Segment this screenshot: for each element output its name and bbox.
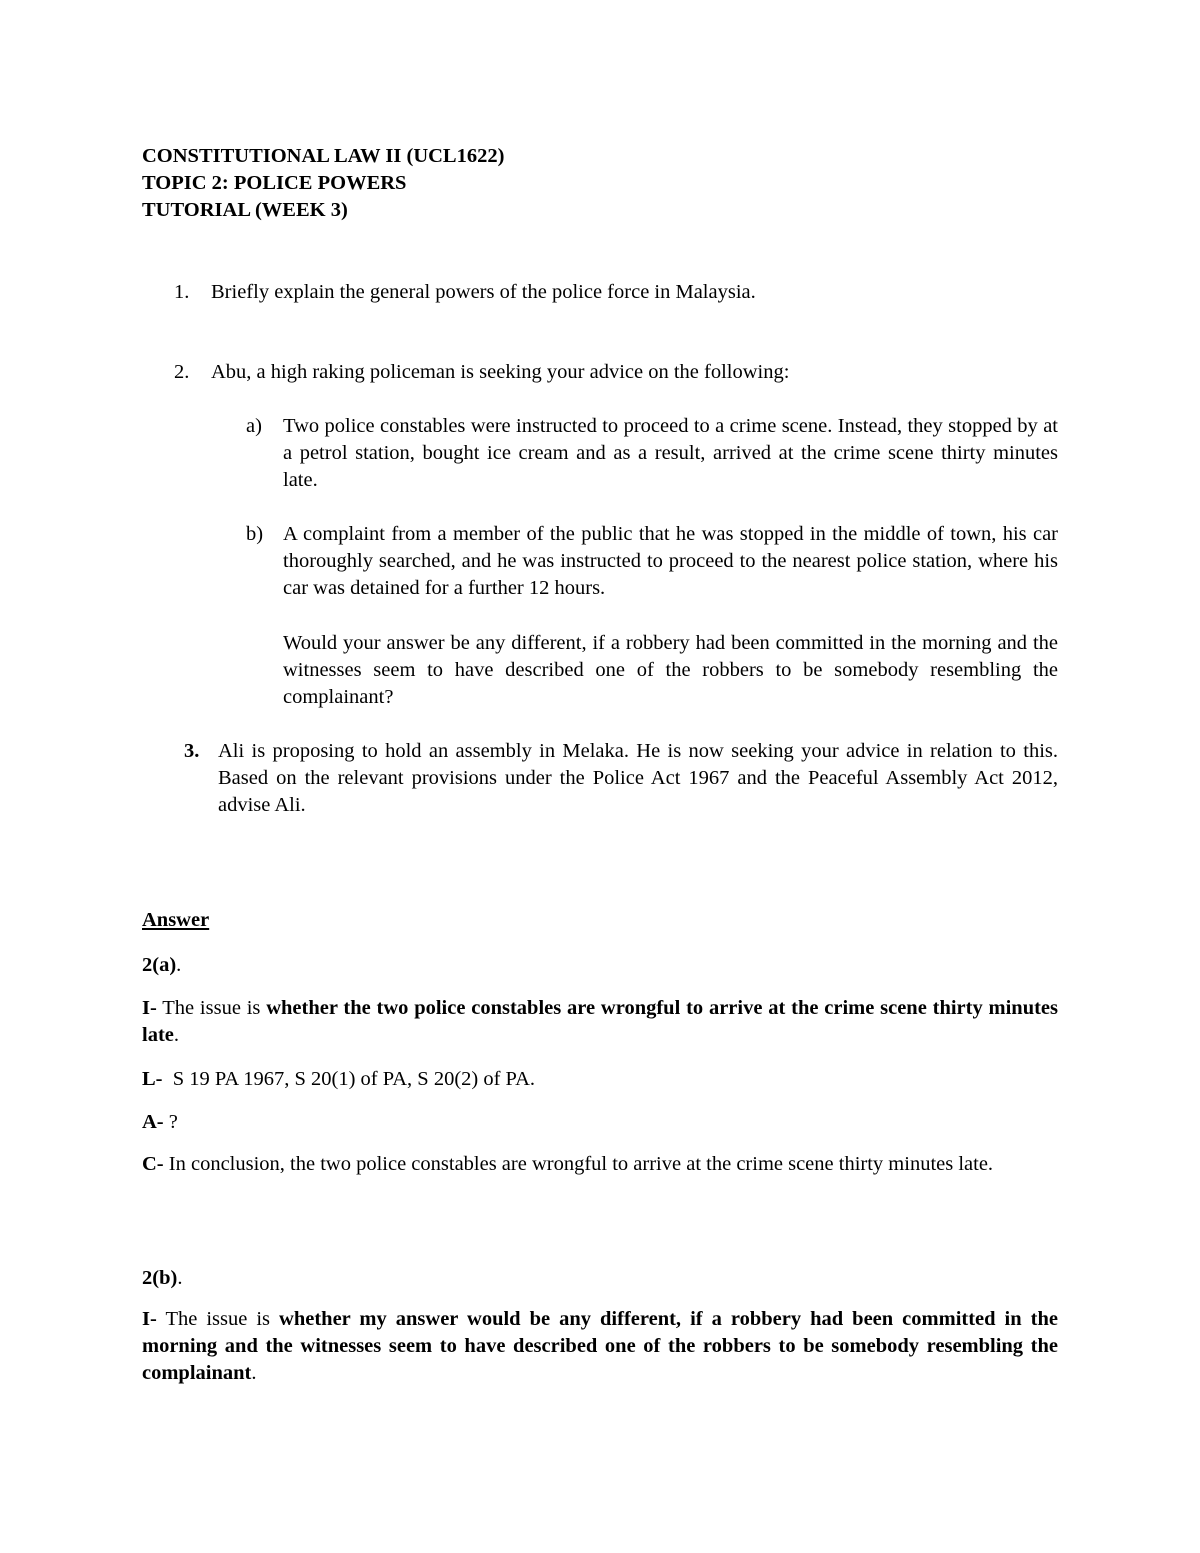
label-period: . [176,954,182,976]
answer-2a-application [142,1109,1058,1136]
issue-statement: whether my answer would be any different, if a robbery had been committed in the morning and the witnesses seem to have described one of the robbers to be somebody resembling the complainant [142,1308,1058,1384]
document-header [142,143,1058,224]
issue-statement: whether the two police constables are wrongful to arrive at the crime scene thirty minutes late [142,997,1058,1046]
question-number: 3. [184,740,200,762]
conclusion-text: In conclusion, the two police constables are wrongful to arrive at the crime scene thirty minutes late. [163,1153,994,1175]
issue-lead: The issue is [156,997,267,1019]
application-prefix: A- [142,1111,164,1133]
label-text: 2(b) [142,1267,178,1289]
answer-2a-law [142,1066,1058,1093]
sub-question-label: b) [246,523,264,545]
answer-2a-issue [142,995,1058,1049]
question-text: Abu, a high raking policeman is seeking your advice on the following: [211,361,790,383]
question-number: 1. [174,281,190,303]
application-text: ? [163,1111,178,1133]
conclusion-prefix: C- [142,1153,164,1175]
sub-question-b-followup: Would your answer be any different, if a robbery had been committed in the morning and the witnesses seem to have described one of the robbers to be somebody resembling the complainant? [283,632,1058,708]
label-period: . [177,1267,183,1289]
label-text: 2(a) [142,954,177,976]
answer-2b-issue [142,1306,1058,1387]
question-text: Briefly explain the general powers of the police force in Malaysia. [211,281,756,303]
law-prefix: L- [142,1068,163,1090]
question-text: Ali is proposing to hold an assembly in Melaka. He is now seeking your advice in relation to this. Based on the relevant provisions under the Police Act 1967 and the Peaceful Assembly Act 2012, advise Ali. [218,740,1058,816]
sub-question-label: a) [246,415,262,437]
issue-prefix: I- [142,997,157,1019]
tutorial-title: TUTORIAL (WEEK 3) [142,199,348,221]
law-text: S 19 PA 1967, S 20(1) of PA, S 20(2) of PA. [162,1068,536,1090]
answer-heading: Answer [142,909,210,931]
topic-title: TOPIC 2: POLICE POWERS [142,172,407,194]
sub-question-a-text: Two police constables were instructed to proceed to a crime scene. Instead, they stopped by at a petrol station, bought ice cream and as a result, arrived at the crime scene thirty minutes late. [283,415,1058,491]
answer-2a-conclusion [142,1151,1058,1178]
issue-prefix: I- [142,1308,157,1330]
sub-question-b-text: A complaint from a member of the public that he was stopped in the middle of town, his car thoroughly searched, and he was instructed to proceed to the nearest police station, where his car was detained for a further 12 hours. [283,523,1058,599]
issue-lead: The issue is [156,1308,280,1330]
issue-end: . [173,1024,179,1046]
issue-end: . [251,1362,257,1384]
answer-2b-label [142,1265,1058,1292]
course-title: CONSTITUTIONAL LAW II (UCL1622) [142,145,505,167]
answer-2a-label [142,952,1058,979]
question-number: 2. [174,361,190,383]
